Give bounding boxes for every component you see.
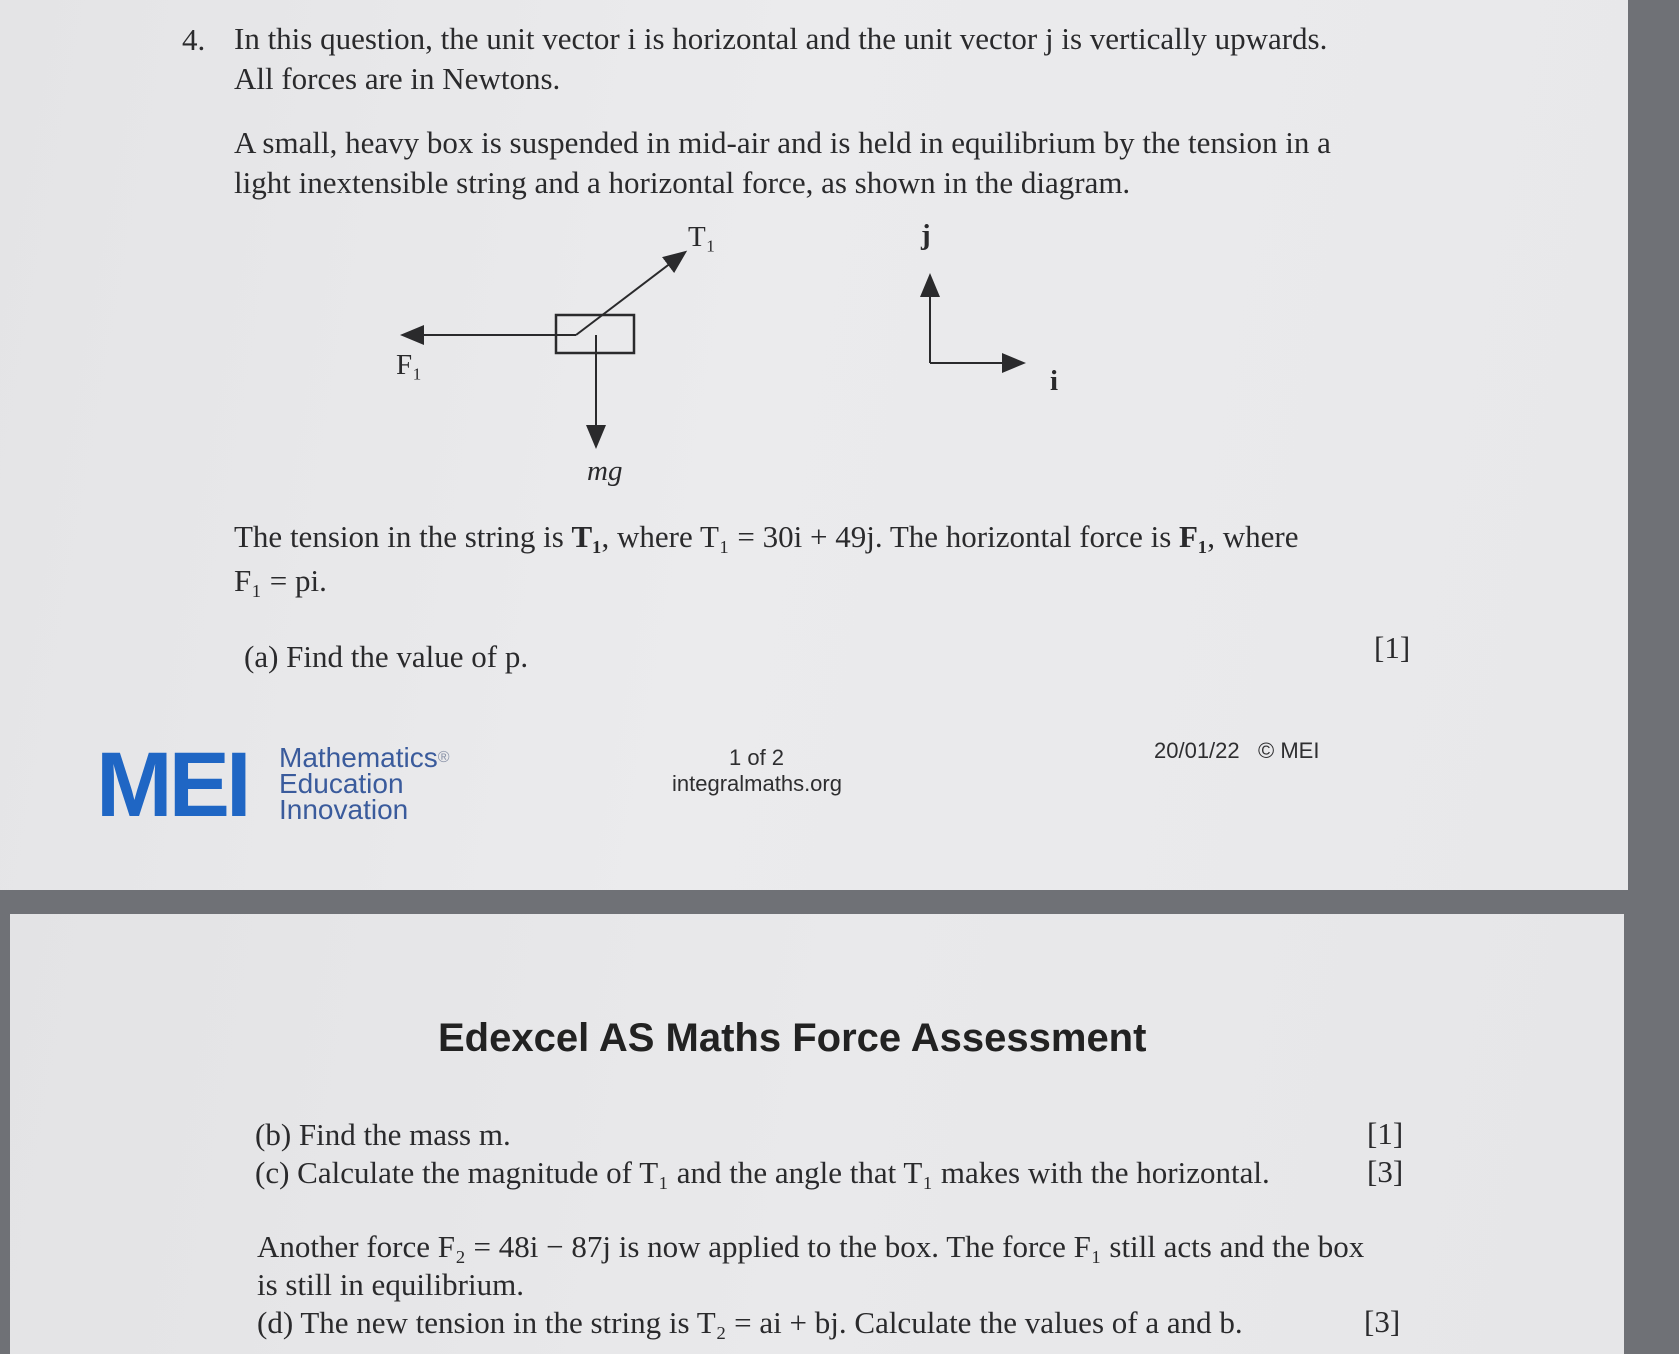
- part-c-marks: [3]: [1367, 1154, 1404, 1189]
- given-line-1: [234, 516, 1424, 558]
- mei-logo-words: [279, 742, 450, 825]
- setup-line-2: light inextensible string and a horizontal force, as shown in the diagram.: [234, 165, 1131, 200]
- force-diagram: [380, 219, 1140, 515]
- given-text-1: The tension in the string is: [234, 519, 572, 554]
- another-force-line-1: Another force F₂ = 48i − 87j is now applied to the box. The force F₁ still acts and the box: [257, 1229, 1365, 1264]
- footer-date: 20/01/22: [1154, 738, 1240, 763]
- setup-line-1: A small, heavy box is suspended in mid-air and is held in equilibrium by the tension in a: [234, 125, 1331, 160]
- logo-line-innovation: Innovation: [279, 794, 409, 825]
- another-force-line-2: is still in equilibrium.: [257, 1267, 524, 1302]
- tension-t1-arrow: [576, 253, 684, 335]
- question-number: 4.: [182, 22, 206, 57]
- part-b-text: (b) Find the mass m.: [255, 1117, 511, 1152]
- logo-line-education: Education: [279, 768, 404, 799]
- intro-line-1: In this question, the unit vector i is horizontal and the unit vector j is vertically upwards.: [234, 21, 1328, 56]
- part-c-text: (c) Calculate the magnitude of T₁ and the angle that T₁ makes with the horizontal.: [255, 1155, 1270, 1190]
- worksheet-page-2: [10, 914, 1624, 1354]
- given-t1-symbol: T₁: [571, 519, 602, 554]
- footer-page-number: 1 of 2: [729, 745, 785, 770]
- given-text-3: . The horizontal force is: [874, 519, 1180, 554]
- given-t1-equation: T₁ = 30i + 49j: [699, 519, 875, 554]
- given-text-4: , where: [1207, 519, 1299, 554]
- intro-line-2: All forces are in Newtons.: [234, 61, 561, 96]
- given-f1-equation: F₁ = pi: [234, 563, 320, 598]
- given-text-2: , where: [601, 519, 700, 554]
- part-b-marks: [1]: [1367, 1116, 1404, 1151]
- logo-line-mathematics: Mathematics: [279, 742, 438, 773]
- mei-logo: [96, 734, 516, 836]
- given-line-2: [234, 560, 1434, 602]
- i-label: i: [1050, 365, 1059, 397]
- part-a-text: (a) Find the value of p.: [244, 639, 529, 674]
- part-d-text: (d) The new tension in the string is T₂ = ai + bj. Calculate the values of a and b.: [257, 1305, 1243, 1340]
- weight-label: mg: [587, 455, 623, 487]
- given-f1-symbol: F₁: [1179, 519, 1208, 554]
- page-title: Edexcel AS Maths Force Assessment: [438, 1016, 1147, 1060]
- registered-mark: ®: [437, 749, 450, 766]
- force-label: F₁: [396, 349, 423, 381]
- mei-logo-letters: MEI: [96, 734, 248, 836]
- force-diagram-svg: [380, 225, 1140, 515]
- tension-label: T₁: [688, 221, 716, 253]
- part-d-marks: [3]: [1364, 1304, 1401, 1339]
- given-text-5: .: [319, 563, 327, 598]
- footer-copyright: © MEI: [1258, 738, 1320, 763]
- footer-site: integralmaths.org: [672, 771, 842, 796]
- j-label: j: [921, 219, 931, 251]
- part-a-marks: [1]: [1374, 630, 1411, 665]
